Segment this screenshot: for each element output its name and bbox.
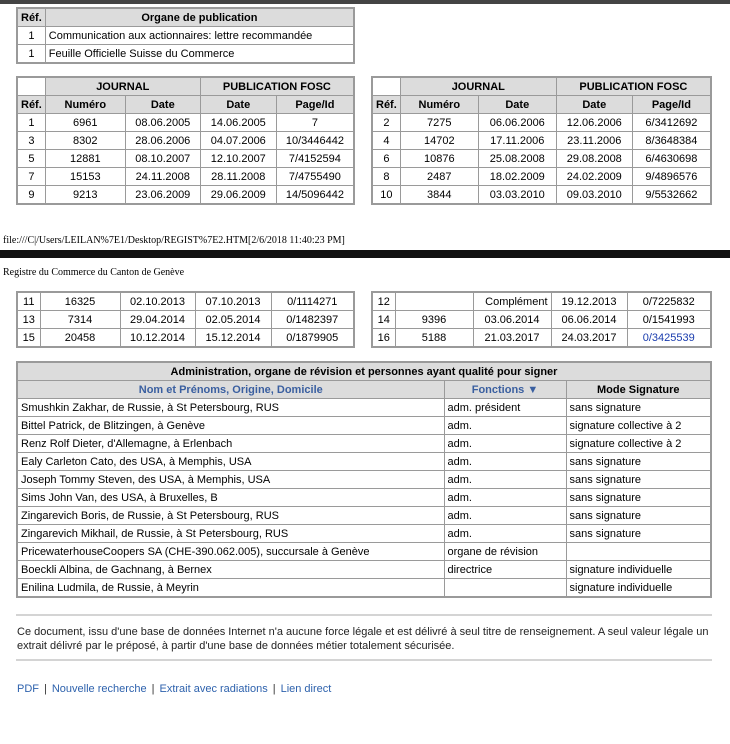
blank-header — [17, 77, 45, 96]
numero-cell: 9213 — [45, 186, 125, 205]
ref-cell: 3 — [17, 132, 45, 150]
print-header: Registre du Commerce du Canton de Genève — [3, 267, 185, 278]
function-header-label: Fonctions — [471, 383, 525, 396]
page-id-cell: 10/3446442 — [276, 132, 354, 150]
pub-date-header: Date — [200, 96, 276, 114]
numero-cell: 8302 — [45, 132, 125, 150]
date-cell: 29.04.2014 — [120, 311, 195, 329]
function-cell: adm. — [444, 525, 566, 543]
function-cell: adm. — [444, 453, 566, 471]
journal-group-header: JOURNAL — [400, 77, 556, 96]
administration-title: Administration, organe de révision et personnes ayant qualité pour signer — [17, 362, 711, 381]
person-name-cell: Renz Rolf Dieter, d'Allemagne, à Erlenbach — [17, 435, 444, 453]
name-column-header[interactable] — [17, 381, 444, 399]
page-id-header: Page/Id — [632, 96, 711, 114]
date-cell: 21.03.2017 — [473, 329, 551, 348]
ref-header: Réf. — [372, 96, 400, 114]
pub-date-cell: 04.07.2006 — [200, 132, 276, 150]
pub-date-cell: 07.10.2013 — [195, 292, 271, 311]
pub-date-cell: 09.03.2010 — [556, 186, 632, 205]
numero-cell: 15153 — [45, 168, 125, 186]
table-row — [17, 168, 354, 186]
organ-cell: Communication aux actionnaires: lettre recommandée — [45, 27, 354, 45]
signature-mode-cell: signature individuelle — [566, 579, 711, 598]
date-cell: 03.03.2010 — [478, 186, 556, 205]
ref-cell: 4 — [372, 132, 400, 150]
ref-cell: 9 — [17, 186, 45, 205]
pub-date-cell: 06.06.2014 — [551, 311, 627, 329]
page-id-cell: 9/4896576 — [632, 168, 711, 186]
date-cell: 25.08.2008 — [478, 150, 556, 168]
numero-cell: 20458 — [40, 329, 120, 348]
table-row — [17, 453, 711, 471]
date-cell: 02.10.2013 — [120, 292, 195, 311]
ref-cell: 1 — [17, 27, 45, 45]
ref-header: Réf. — [17, 8, 45, 27]
ref-cell: 11 — [17, 292, 40, 311]
publication-organ-table — [16, 7, 355, 64]
table-row — [17, 489, 711, 507]
numero-cell: 6961 — [45, 114, 125, 132]
date-cell: 28.06.2006 — [125, 132, 200, 150]
fosc-group-header: PUBLICATION FOSC — [556, 77, 711, 96]
function-cell: organe de révision — [444, 543, 566, 561]
numero-cell: 7314 — [40, 311, 120, 329]
table-row — [17, 150, 354, 168]
numero-cell: 7275 — [400, 114, 478, 132]
ref-cell: 5 — [17, 150, 45, 168]
pub-date-cell: 28.11.2008 — [200, 168, 276, 186]
pub-date-cell: 15.12.2014 — [195, 329, 271, 348]
table-row — [17, 507, 711, 525]
pub-date-cell: 12.06.2006 — [556, 114, 632, 132]
table-row — [372, 168, 711, 186]
ref-cell: 1 — [17, 45, 45, 64]
table-row — [17, 471, 711, 489]
person-name-cell: Sims John Van, des USA, à Bruxelles, B — [17, 489, 444, 507]
ref-cell: 1 — [17, 114, 45, 132]
date-cell: 03.06.2014 — [473, 311, 551, 329]
pub-date-cell: 29.08.2008 — [556, 150, 632, 168]
page-id-cell[interactable]: 0/3425539 — [627, 329, 711, 348]
table-row — [17, 292, 354, 311]
table-row — [17, 114, 354, 132]
signature-mode-cell: sans signature — [566, 471, 711, 489]
numero-header: Numéro — [400, 96, 478, 114]
date-cell: 06.06.2006 — [478, 114, 556, 132]
pub-date-header: Date — [556, 96, 632, 114]
person-name-cell: Zingarevich Mikhail, de Russie, à St Petersbourg, RUS — [17, 525, 444, 543]
table-row — [17, 311, 354, 329]
numero-cell — [395, 292, 473, 311]
function-cell: adm. — [444, 417, 566, 435]
ref-cell: 14 — [372, 311, 395, 329]
table-row — [17, 579, 711, 598]
numero-cell: 9396 — [395, 311, 473, 329]
ref-cell: 13 — [17, 311, 40, 329]
pub-date-cell: 14.06.2005 — [200, 114, 276, 132]
date-cell: 18.02.2009 — [478, 168, 556, 186]
page-id-cell: 6/3412692 — [632, 114, 711, 132]
date-header: Date — [478, 96, 556, 114]
pub-date-cell: 12.10.2007 — [200, 150, 276, 168]
ref-cell: 16 — [372, 329, 395, 348]
table-row — [372, 132, 711, 150]
ref-cell: 2 — [372, 114, 400, 132]
date-cell: Complément — [473, 292, 551, 311]
date-cell: 24.11.2008 — [125, 168, 200, 186]
pdf-link[interactable]: PDF — [17, 683, 39, 695]
person-name-cell: PricewaterhouseCoopers SA (CHE-390.062.005), succursale à Genève — [17, 543, 444, 561]
ref-cell: 7 — [17, 168, 45, 186]
page-id-cell: 14/5096442 — [276, 186, 354, 205]
link-separator: | — [44, 683, 47, 695]
signature-column-header: Mode Signature — [566, 381, 711, 399]
sort-down-icon: ▼ — [527, 383, 539, 396]
blank-header — [372, 77, 400, 96]
person-name-cell: Boeckli Albina, de Gachnang, à Bernex — [17, 561, 444, 579]
disclaimer-text: Ce document, issu d'une base de données Internet n'a aucune force légale et est délivré à seul titre de renseignement. A seul valeur légale un extrait délivré par le préposé, à partir d'une base de données métier totalement sécurisée. — [17, 626, 709, 652]
signature-mode-cell: signature collective à 2 — [566, 435, 711, 453]
table-row — [17, 399, 711, 417]
journal-table-right-continued — [371, 291, 712, 348]
print-footer: file:///C|/Users/LEILAN%7E1/Desktop/REGIST%7E2.HTM[2/6/2018 11:40:23 PM] — [3, 235, 345, 246]
function-cell: adm. — [444, 489, 566, 507]
ref-header: Réf. — [17, 96, 45, 114]
divider — [16, 659, 712, 661]
fosc-group-header: PUBLICATION FOSC — [200, 77, 354, 96]
page-id-header: Page/Id — [276, 96, 354, 114]
page-id-cell: 7/4152594 — [276, 150, 354, 168]
person-name-cell: Joseph Tommy Steven, des USA, à Memphis, USA — [17, 471, 444, 489]
date-cell: 10.12.2014 — [120, 329, 195, 348]
function-cell: directrice — [444, 561, 566, 579]
page-top-edge — [0, 0, 730, 4]
signature-mode-cell: sans signature — [566, 399, 711, 417]
date-cell: 08.10.2007 — [125, 150, 200, 168]
signature-mode-cell: sans signature — [566, 489, 711, 507]
table-row — [372, 311, 711, 329]
table-row — [372, 114, 711, 132]
extract-with-radiations-link[interactable]: Extrait avec radiations — [159, 683, 268, 695]
page-id-cell: 0/1879905 — [271, 329, 354, 348]
page-id-cell: 7/4755490 — [276, 168, 354, 186]
link-separator: | — [272, 683, 276, 695]
numero-header: Numéro — [45, 96, 125, 114]
numero-cell: 5188 — [395, 329, 473, 348]
ref-cell: 8 — [372, 168, 400, 186]
divider — [16, 614, 712, 616]
function-cell: adm. président — [444, 399, 566, 417]
ref-cell: 6 — [372, 150, 400, 168]
table-row — [17, 186, 354, 205]
person-name-cell: Bittel Patrick, de Blitzingen, à Genève — [17, 417, 444, 435]
table-row — [17, 417, 711, 435]
function-cell — [444, 579, 566, 598]
table-row — [372, 150, 711, 168]
pub-date-cell: 23.11.2006 — [556, 132, 632, 150]
page-id-cell: 6/4630698 — [632, 150, 711, 168]
function-column-header[interactable] — [444, 381, 566, 399]
numero-cell: 14702 — [400, 132, 478, 150]
journal-table-right — [371, 76, 712, 205]
person-name-cell: Zingarevich Boris, de Russie, à St Petersbourg, RUS — [17, 507, 444, 525]
ref-cell: 15 — [17, 329, 40, 348]
person-name-cell: Enilina Ludmila, de Russie, à Meyrin — [17, 579, 444, 598]
name-header-label: Nom et Prénoms, Origine, Domicile — [138, 383, 323, 396]
footer-links — [17, 683, 331, 695]
numero-cell: 3844 — [400, 186, 478, 205]
person-name-cell: Ealy Carleton Cato, des USA, à Memphis, USA — [17, 453, 444, 471]
signature-mode-cell: signature collective à 2 — [566, 417, 711, 435]
page-id-cell: 0/1541993 — [627, 311, 711, 329]
journal-group-header: JOURNAL — [45, 77, 200, 96]
pub-date-cell: 02.05.2014 — [195, 311, 271, 329]
journal-table-left-continued — [16, 291, 355, 348]
table-row — [17, 132, 354, 150]
table-row — [17, 329, 354, 348]
signature-mode-cell: sans signature — [566, 453, 711, 471]
table-row — [17, 45, 354, 64]
pub-date-cell: 24.03.2017 — [551, 329, 627, 348]
date-header: Date — [125, 96, 200, 114]
direct-link[interactable]: Lien direct — [280, 683, 332, 695]
function-cell: adm. — [444, 435, 566, 453]
journal-table-left — [16, 76, 355, 205]
table-row — [17, 435, 711, 453]
page-id-cell: 8/3648384 — [632, 132, 711, 150]
ref-cell: 10 — [372, 186, 400, 205]
administration-table — [16, 361, 712, 598]
signature-mode-cell: signature individuelle — [566, 561, 711, 579]
table-row — [372, 292, 711, 311]
date-cell: 17.11.2006 — [478, 132, 556, 150]
page-id-cell: 7 — [276, 114, 354, 132]
function-cell: adm. — [444, 507, 566, 525]
table-row — [17, 525, 711, 543]
table-row — [17, 561, 711, 579]
date-cell: 23.06.2009 — [125, 186, 200, 205]
organ-cell: Feuille Officielle Suisse du Commerce — [45, 45, 354, 64]
signature-mode-cell — [566, 543, 711, 561]
numero-cell: 16325 — [40, 292, 120, 311]
pub-date-cell: 29.06.2009 — [200, 186, 276, 205]
new-search-link[interactable]: Nouvelle recherche — [51, 683, 147, 695]
signature-mode-cell: sans signature — [566, 507, 711, 525]
page-id-cell: 9/5532662 — [632, 186, 711, 205]
numero-cell: 10876 — [400, 150, 478, 168]
person-name-cell: Smushkin Zakhar, de Russie, à St Petersbourg, RUS — [17, 399, 444, 417]
numero-cell: 2487 — [400, 168, 478, 186]
table-row — [17, 27, 354, 45]
pub-date-cell: 24.02.2009 — [556, 168, 632, 186]
numero-cell: 12881 — [45, 150, 125, 168]
pub-date-cell: 19.12.2013 — [551, 292, 627, 311]
ref-cell: 12 — [372, 292, 395, 311]
page-break — [0, 250, 730, 258]
date-cell: 08.06.2005 — [125, 114, 200, 132]
page-id-cell: 0/7225832 — [627, 292, 711, 311]
table-row — [372, 329, 711, 348]
table-row — [17, 543, 711, 561]
signature-mode-cell: sans signature — [566, 525, 711, 543]
page-id-cell: 0/1482397 — [271, 311, 354, 329]
table-row — [372, 186, 711, 205]
function-cell: adm. — [444, 471, 566, 489]
organ-header: Organe de publication — [45, 8, 354, 27]
page-id-cell: 0/1114271 — [271, 292, 354, 311]
link-separator: | — [151, 683, 155, 695]
